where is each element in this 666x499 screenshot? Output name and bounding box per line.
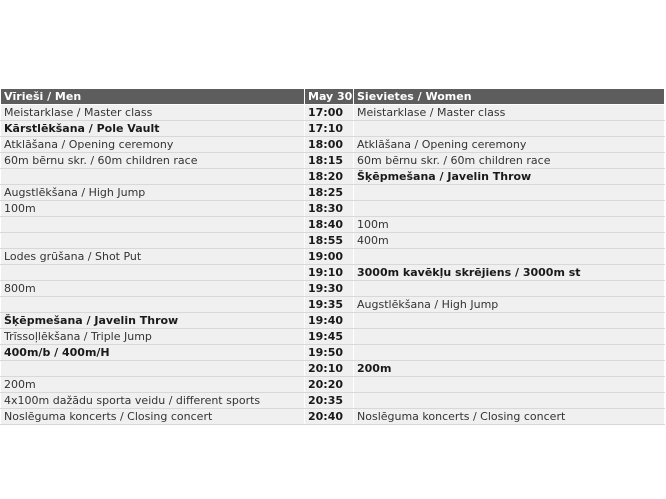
- women-event-cell: 100m: [354, 217, 665, 233]
- men-event-cell: Augstlēkšana / High Jump: [1, 185, 305, 201]
- men-event-cell: [1, 169, 305, 185]
- table-row: [1, 121, 665, 137]
- time-cell: 20:40: [305, 409, 354, 425]
- women-event-cell: Augstlēkšana / High Jump: [354, 297, 665, 313]
- table-row: [1, 185, 665, 201]
- time-cell: 20:20: [305, 377, 354, 393]
- women-event-cell: [354, 393, 665, 409]
- men-event-cell: 400m/b / 400m/H: [1, 345, 305, 361]
- table-row: [1, 201, 665, 217]
- schedule-table: [0, 88, 665, 425]
- women-event-cell: 3000m kavēkļu skrējiens / 3000m st: [354, 265, 665, 281]
- time-cell: 19:40: [305, 313, 354, 329]
- men-event-cell: [1, 297, 305, 313]
- time-cell: 19:30: [305, 281, 354, 297]
- men-event-cell: 4x100m dažādu sporta veidu / different sports: [1, 393, 305, 409]
- table-row: [1, 249, 665, 265]
- time-cell: 18:55: [305, 233, 354, 249]
- time-cell: 19:00: [305, 249, 354, 265]
- men-event-cell: [1, 217, 305, 233]
- time-cell: 20:35: [305, 393, 354, 409]
- men-event-cell: 800m: [1, 281, 305, 297]
- men-event-cell: Meistarklase / Master class: [1, 105, 305, 121]
- men-event-cell: 200m: [1, 377, 305, 393]
- men-event-cell: [1, 265, 305, 281]
- women-event-cell: [354, 201, 665, 217]
- time-cell: 18:15: [305, 153, 354, 169]
- men-event-cell: Kārstlēkšana / Pole Vault: [1, 121, 305, 137]
- women-column-header: Sievietes / Women: [354, 89, 665, 105]
- women-event-cell: Meistarklase / Master class: [354, 105, 665, 121]
- women-event-cell: 60m bērnu skr. / 60m children race: [354, 153, 665, 169]
- table-row: [1, 377, 665, 393]
- table-row: [1, 297, 665, 313]
- time-cell: 18:30: [305, 201, 354, 217]
- women-event-cell: [354, 377, 665, 393]
- women-event-cell: [354, 185, 665, 201]
- men-event-cell: Atklāšana / Opening ceremony: [1, 137, 305, 153]
- women-event-cell: [354, 329, 665, 345]
- table-row: [1, 329, 665, 345]
- table-row: [1, 105, 665, 121]
- men-event-cell: 100m: [1, 201, 305, 217]
- time-cell: 18:25: [305, 185, 354, 201]
- time-cell: 17:10: [305, 121, 354, 137]
- table-row: [1, 217, 665, 233]
- table-row: [1, 265, 665, 281]
- women-event-cell: Atklāšana / Opening ceremony: [354, 137, 665, 153]
- table-row: [1, 361, 665, 377]
- time-cell: 17:00: [305, 105, 354, 121]
- men-event-cell: [1, 233, 305, 249]
- men-event-cell: [1, 361, 305, 377]
- table-row: [1, 281, 665, 297]
- time-cell: 19:35: [305, 297, 354, 313]
- header-row: [1, 89, 665, 105]
- table-row: [1, 345, 665, 361]
- time-cell: 19:10: [305, 265, 354, 281]
- men-column-header: Vīrieši / Men: [1, 89, 305, 105]
- men-event-cell: 60m bērnu skr. / 60m children race: [1, 153, 305, 169]
- women-event-cell: 400m: [354, 233, 665, 249]
- women-event-cell: 200m: [354, 361, 665, 377]
- table-row: [1, 137, 665, 153]
- men-event-cell: Trīssoļlēkšana / Triple Jump: [1, 329, 305, 345]
- date-column-header: May 30: [305, 89, 354, 105]
- women-event-cell: [354, 121, 665, 137]
- time-cell: 19:45: [305, 329, 354, 345]
- women-event-cell: Noslēguma koncerts / Closing concert: [354, 409, 665, 425]
- women-event-cell: [354, 313, 665, 329]
- men-event-cell: Šķēpmešana / Javelin Throw: [1, 313, 305, 329]
- table-row: [1, 393, 665, 409]
- women-event-cell: Šķēpmešana / Javelin Throw: [354, 169, 665, 185]
- table-row: [1, 233, 665, 249]
- time-cell: 19:50: [305, 345, 354, 361]
- time-cell: 18:00: [305, 137, 354, 153]
- time-cell: 20:10: [305, 361, 354, 377]
- table-row: [1, 169, 665, 185]
- men-event-cell: Lodes grūšana / Shot Put: [1, 249, 305, 265]
- table-row: [1, 313, 665, 329]
- time-cell: 18:40: [305, 217, 354, 233]
- women-event-cell: [354, 281, 665, 297]
- time-cell: 18:20: [305, 169, 354, 185]
- schedule-body: [1, 105, 665, 425]
- table-row: [1, 409, 665, 425]
- women-event-cell: [354, 249, 665, 265]
- table-row: [1, 153, 665, 169]
- men-event-cell: Noslēguma koncerts / Closing concert: [1, 409, 305, 425]
- women-event-cell: [354, 345, 665, 361]
